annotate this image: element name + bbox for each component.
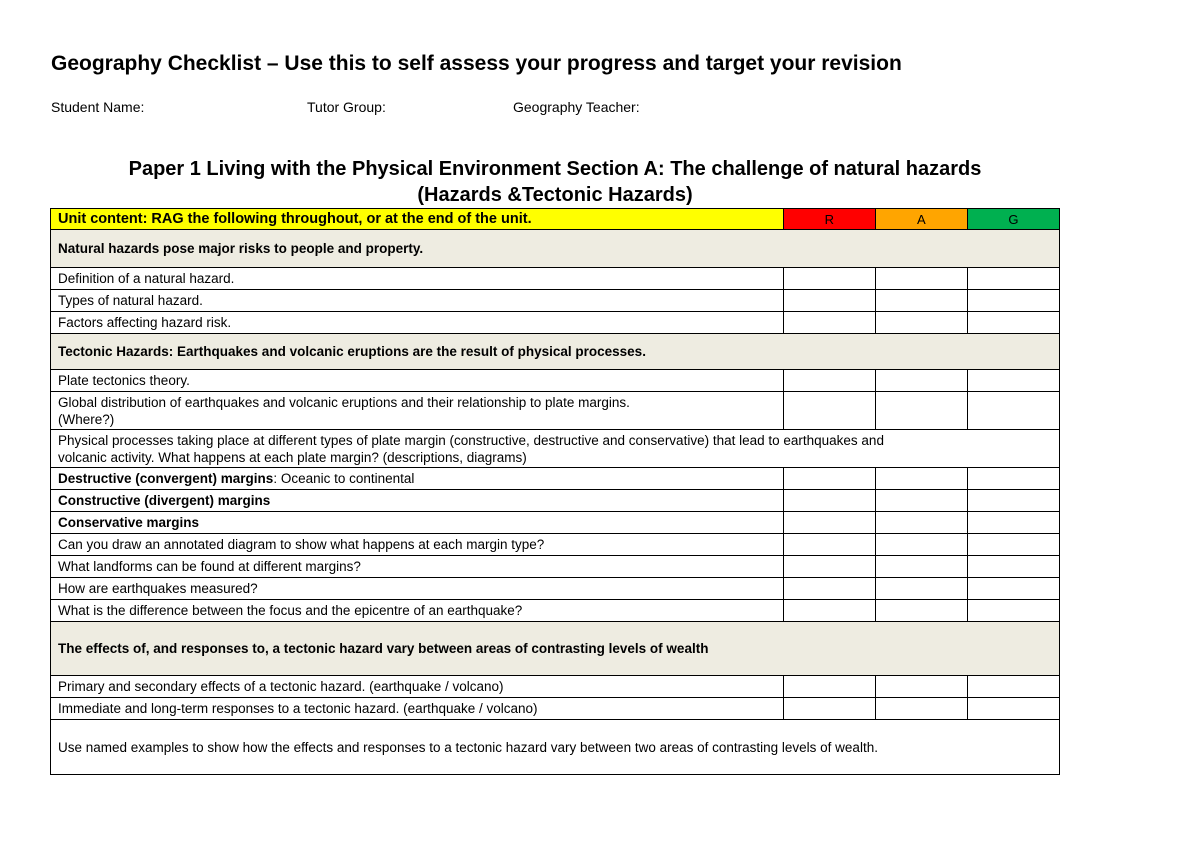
- paper-title: [51, 156, 1059, 208]
- rag-header-green: G: [967, 209, 1059, 230]
- table-row: [51, 490, 1060, 512]
- rag-cell-amber[interactable]: [875, 676, 967, 698]
- table-row: [51, 392, 1060, 430]
- rag-cell-red[interactable]: [783, 676, 875, 698]
- item-text: Factors affecting hazard risk.: [51, 312, 784, 334]
- item-text: Conservative margins: [51, 512, 784, 534]
- rag-cell-green[interactable]: [967, 698, 1059, 720]
- section-heading: The effects of, and responses to, a tectonic hazard vary between areas of contrasting levels of wealth: [51, 622, 1060, 676]
- item-text-line: volcanic activity. What happens at each plate margin? (descriptions, diagrams): [58, 449, 527, 465]
- rag-cell-red[interactable]: [783, 392, 875, 430]
- rag-cell-green[interactable]: [967, 556, 1059, 578]
- section-row: [51, 230, 1060, 268]
- rag-cell-red[interactable]: [783, 268, 875, 290]
- rag-cell-red[interactable]: [783, 490, 875, 512]
- rag-cell-red[interactable]: [783, 468, 875, 490]
- rag-cell-amber[interactable]: [875, 468, 967, 490]
- rag-cell-red[interactable]: [783, 370, 875, 392]
- item-text-line: Global distribution of earthquakes and volcanic eruptions and their relationship to plate margins.: [58, 394, 630, 410]
- rag-cell-green[interactable]: [967, 676, 1059, 698]
- rag-cell-green[interactable]: [967, 490, 1059, 512]
- student-name-label: Student Name:: [51, 99, 145, 115]
- item-text-rest: : Oceanic to continental: [273, 471, 415, 486]
- item-text-bold: Destructive (convergent) margins: [58, 471, 274, 486]
- item-text: Immediate and long-term responses to a tectonic hazard. (earthquake / volcano): [51, 698, 784, 720]
- unit-content-header: Unit content: RAG the following throughout, or at the end of the unit.: [51, 209, 784, 230]
- rag-cell-amber[interactable]: [875, 312, 967, 334]
- table-header-row: [51, 209, 1060, 230]
- rag-cell-amber[interactable]: [875, 556, 967, 578]
- paper-title-line2: (Hazards &Tectonic Hazards): [417, 184, 693, 206]
- rag-cell-green[interactable]: [967, 534, 1059, 556]
- rag-cell-amber[interactable]: [875, 490, 967, 512]
- rag-cell-green[interactable]: [967, 290, 1059, 312]
- item-text: Can you draw an annotated diagram to show what happens at each margin type?: [51, 534, 784, 556]
- rag-cell-amber[interactable]: [875, 392, 967, 430]
- rag-cell-green[interactable]: [967, 268, 1059, 290]
- rag-cell-amber[interactable]: [875, 534, 967, 556]
- rag-cell-amber[interactable]: [875, 512, 967, 534]
- item-text: Use named examples to show how the effects and responses to a tectonic hazard vary between two areas of contrasting levels of wealth.: [51, 720, 1060, 775]
- item-text: Constructive (divergent) margins: [51, 490, 784, 512]
- rag-cell-amber[interactable]: [875, 698, 967, 720]
- rag-cell-red[interactable]: [783, 534, 875, 556]
- table-row: [51, 556, 1060, 578]
- rag-cell-amber[interactable]: [875, 268, 967, 290]
- table-row: [51, 370, 1060, 392]
- rag-cell-green[interactable]: [967, 468, 1059, 490]
- rag-cell-red[interactable]: [783, 290, 875, 312]
- item-text: [51, 468, 784, 490]
- item-text: [51, 430, 1060, 468]
- item-text: Definition of a natural hazard.: [51, 268, 784, 290]
- rag-cell-green[interactable]: [967, 578, 1059, 600]
- item-text-line: Physical processes taking place at different types of plate margin (constructive, destructive and conservative) that lead to earthquakes and: [58, 432, 884, 448]
- table-row: [51, 290, 1060, 312]
- section-row: [51, 622, 1060, 676]
- rag-cell-green[interactable]: [967, 512, 1059, 534]
- rag-cell-red[interactable]: [783, 698, 875, 720]
- item-text: Plate tectonics theory.: [51, 370, 784, 392]
- rag-cell-amber[interactable]: [875, 290, 967, 312]
- section-row: [51, 334, 1060, 370]
- page-title: Geography Checklist – Use this to self assess your progress and target your revision: [51, 52, 902, 75]
- rag-cell-red[interactable]: [783, 312, 875, 334]
- rag-cell-green[interactable]: [967, 392, 1059, 430]
- table-row: [51, 312, 1060, 334]
- rag-cell-green[interactable]: [967, 600, 1059, 622]
- table-row: [51, 676, 1060, 698]
- tutor-group-label: Tutor Group:: [307, 99, 386, 115]
- item-text: Primary and secondary effects of a tectonic hazard. (earthquake / volcano): [51, 676, 784, 698]
- table-row: [51, 430, 1060, 468]
- rag-cell-amber[interactable]: [875, 578, 967, 600]
- rag-cell-red[interactable]: [783, 578, 875, 600]
- table-row: [51, 600, 1060, 622]
- rag-cell-green[interactable]: [967, 370, 1059, 392]
- rag-header-amber: A: [875, 209, 967, 230]
- item-text: What is the difference between the focus and the epicentre of an earthquake?: [51, 600, 784, 622]
- table-row: [51, 268, 1060, 290]
- item-text: [51, 392, 784, 430]
- table-row: [51, 512, 1060, 534]
- rag-cell-amber[interactable]: [875, 600, 967, 622]
- checklist-table: [50, 208, 1060, 775]
- item-text-line: (Where?): [58, 411, 115, 427]
- item-text: How are earthquakes measured?: [51, 578, 784, 600]
- table-row: [51, 578, 1060, 600]
- rag-cell-green[interactable]: [967, 312, 1059, 334]
- table-row: [51, 698, 1060, 720]
- table-row: [51, 468, 1060, 490]
- section-heading: Tectonic Hazards: Earthquakes and volcanic eruptions are the result of physical processes.: [51, 334, 1060, 370]
- rag-cell-red[interactable]: [783, 556, 875, 578]
- teacher-label: Geography Teacher:: [513, 99, 640, 115]
- table-row: [51, 720, 1060, 775]
- table-row: [51, 534, 1060, 556]
- item-text: What landforms can be found at different margins?: [51, 556, 784, 578]
- rag-cell-red[interactable]: [783, 512, 875, 534]
- rag-cell-red[interactable]: [783, 600, 875, 622]
- section-heading: Natural hazards pose major risks to people and property.: [51, 230, 1060, 268]
- item-text: Types of natural hazard.: [51, 290, 784, 312]
- rag-cell-amber[interactable]: [875, 370, 967, 392]
- rag-header-red: R: [783, 209, 875, 230]
- paper-title-line1: Paper 1 Living with the Physical Environment Section A: The challenge of natural hazards: [128, 158, 982, 180]
